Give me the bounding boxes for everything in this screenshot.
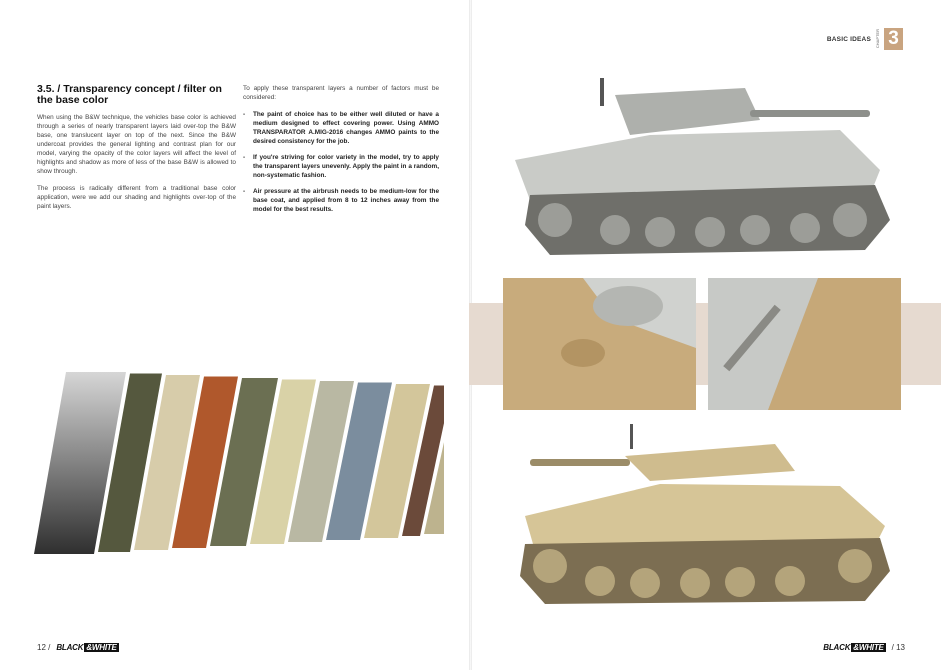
antenna	[600, 78, 604, 106]
turret	[615, 88, 760, 135]
black-white-logo	[56, 643, 118, 652]
footer-left	[37, 643, 119, 652]
detail-photo-hatch	[503, 278, 696, 410]
gun-barrel	[530, 459, 630, 466]
black-white-logo	[823, 643, 885, 652]
logo-white: &WHITE	[86, 643, 117, 652]
logo-black: BLACK	[56, 643, 84, 652]
paragraph: When using the B&W technique, the vehicles base color is achieved through a series of nearly transparent layers laid over-top the B&W base, one translucent layer on top of the next. Since the B&W undercoat provides the general lighting and contrast plan for our model, varying the opacity of the color layers will affect the level of highlights and shadow as more of less of the base B&W is allowed to show through.	[37, 114, 236, 175]
body-text-right	[243, 84, 439, 221]
list-item: - Air pressure at the airbrush needs to be medium-low for the base coat, and applied from 8 to 12 inches away from the model for the best results.	[243, 187, 439, 214]
hatch	[593, 286, 663, 326]
beige-band	[696, 303, 708, 385]
chapter-label: CHAPTER	[875, 29, 880, 49]
turret	[625, 444, 795, 481]
gun-barrel	[750, 110, 870, 117]
grey-tank-photo	[510, 60, 895, 270]
page-number: / 13	[891, 643, 905, 652]
tank-model	[515, 78, 890, 255]
footer-right	[823, 643, 905, 652]
factor-list	[243, 110, 439, 214]
logo-black: BLACK	[823, 643, 851, 652]
list-item: - If you're striving for color variety in the model, try to apply the transparent layers unevenly. Apply the paint in a random, non-systematic fashion.	[243, 153, 439, 180]
logo-white: &WHITE	[853, 643, 884, 652]
color-swatch-strips	[34, 368, 444, 578]
tank-model	[520, 424, 890, 604]
beige-band	[901, 303, 941, 385]
chapter-title: BASIC IDEAS	[826, 35, 871, 43]
antenna	[630, 424, 633, 449]
paragraph: The process is radically different from a traditional base color application, were we add our shading and highlights over-top of the paint layers.	[37, 185, 236, 210]
chapter-header	[827, 28, 903, 50]
beige-band	[469, 303, 504, 385]
tan-tank-photo	[510, 416, 895, 616]
body-text-left	[37, 113, 236, 219]
list-item: - The paint of choice has to be either well diluted or have a medium designed to effect covering power. Using AMMO TRANSPARATOR A.MIG-2016 changes AMMO paints to the desired consistency for the job.	[243, 110, 439, 146]
detail-photo-side	[708, 278, 901, 410]
page-number: 12 /	[37, 643, 51, 652]
intro-paragraph: To apply these transparent layers a number of factors must be considered:	[243, 85, 439, 101]
section-heading: 3.5. / Transparency concept / filter on the base color	[37, 83, 222, 106]
chapter-number: 3	[884, 28, 903, 50]
hull-detail	[561, 339, 605, 367]
